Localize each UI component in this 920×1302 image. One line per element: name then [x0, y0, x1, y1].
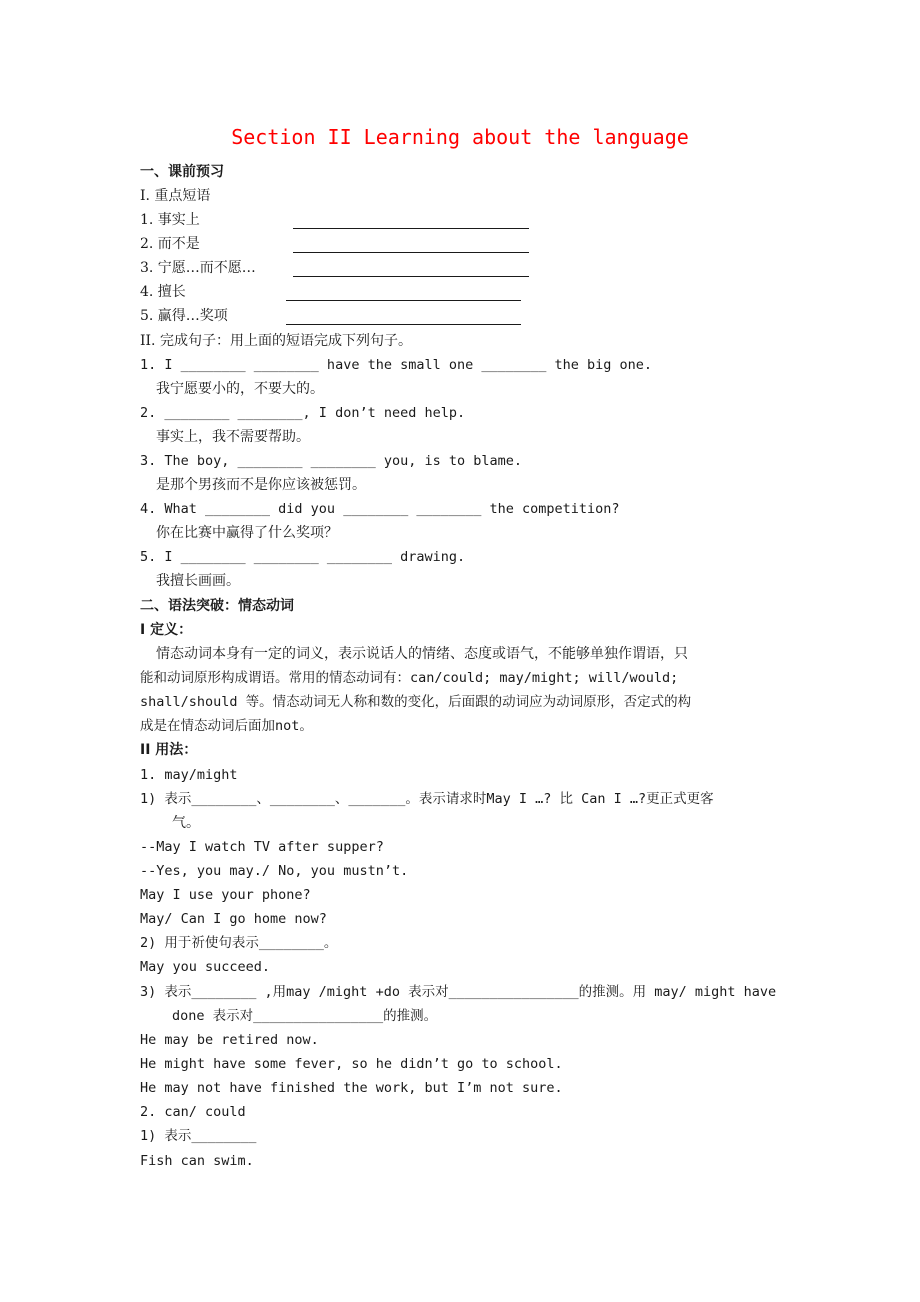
- subheading-complete-sentences: II. 完成句子：用上面的短语完成下列句子。: [140, 333, 412, 349]
- phrase-item-4: 4. 擅长: [140, 284, 186, 300]
- sentence-5-english: 5. I ________ ________ ________ drawing.: [140, 549, 466, 565]
- sentence-5-chinese: 我擅长画画。: [156, 573, 240, 589]
- section-heading-preview: 一、课前预习: [140, 164, 224, 180]
- example-line: --May I watch TV after supper?: [140, 839, 384, 855]
- usage-line: 1) 表示________: [140, 1128, 257, 1144]
- phrase-item-3: 3. 宁愿…而不愿…: [140, 260, 256, 276]
- usage-line: 2. can/ could: [140, 1104, 246, 1120]
- example-line: He might have some fever, so he didn’t go to school.: [140, 1056, 563, 1072]
- example-line: May you succeed.: [140, 959, 271, 975]
- answer-blank-2: [293, 238, 529, 253]
- definition-line-4: 成是在情态动词后面加not。: [140, 718, 313, 734]
- answer-blank-4: [286, 286, 521, 301]
- sentence-3-english: 3. The boy, ________ ________ you, is to blame.: [140, 453, 523, 469]
- definition-line-2: 能和动词原形构成谓语。常用的情态动词有：can/could; may/might; will/would;: [140, 670, 679, 686]
- definition-line-1: 情态动词本身有一定的词义，表示说话人的情绪、态度或语气，不能够单独作谓语，只: [156, 646, 688, 662]
- definition-line-3: shall/should 等。情态动词无人称和数的变化，后面跟的动词应为动词原形，否定式的构: [140, 694, 692, 710]
- answer-blank-1: [293, 214, 529, 229]
- sentence-4-english: 4. What ________ did you ________ ________ the competition?: [140, 501, 620, 517]
- definition-heading: I 定义：: [140, 622, 193, 638]
- usage-heading: II 用法：: [140, 742, 198, 758]
- usage-line: 1) 表示________、________、_______。表示请求时May I …? 比 Can I …?更正式更客: [140, 791, 714, 807]
- phrase-item-2: 2. 而不是: [140, 236, 200, 252]
- subheading-key-phrases: I. 重点短语: [140, 188, 211, 204]
- sentence-3-chinese: 是那个男孩而不是你应该被惩罚。: [156, 477, 366, 493]
- phrase-item-5: 5. 赢得…奖项: [140, 308, 228, 324]
- usage-line: 2) 用于祈使句表示________。: [140, 935, 338, 951]
- usage-line: 1. may/might: [140, 767, 238, 783]
- sentence-1-english: 1. I ________ ________ have the small one ________ the big one.: [140, 357, 653, 373]
- usage-line: 3) 表示________ ,用may /might +do 表示对________________的推测。用 may/ might have: [140, 984, 777, 1000]
- example-line: He may be retired now.: [140, 1032, 319, 1048]
- answer-blank-3: [293, 262, 529, 277]
- sentence-2-chinese: 事实上，我不需要帮助。: [156, 429, 310, 445]
- usage-line: 气。: [172, 815, 200, 831]
- phrase-item-1: 1. 事实上: [140, 212, 200, 228]
- section-heading-grammar: 二、语法突破：情态动词: [140, 598, 294, 614]
- sentence-2-english: 2. ________ ________, I don’t need help.: [140, 405, 466, 421]
- sentence-4-chinese: 你在比赛中赢得了什么奖项？: [156, 525, 338, 541]
- example-line: May I use your phone?: [140, 887, 311, 903]
- answer-blank-5: [286, 310, 521, 325]
- sentence-1-chinese: 我宁愿要小的，不要大的。: [156, 381, 324, 397]
- usage-line: done 表示对________________的推测。: [172, 1008, 438, 1024]
- example-line: He may not have finished the work, but I’m not sure.: [140, 1080, 563, 1096]
- example-line: --Yes, you may./ No, you mustn’t.: [140, 863, 409, 879]
- example-line: Fish can swim.: [140, 1153, 254, 1169]
- example-line: May/ Can I go home now?: [140, 911, 327, 927]
- page-title: Section II Learning about the language: [231, 125, 689, 149]
